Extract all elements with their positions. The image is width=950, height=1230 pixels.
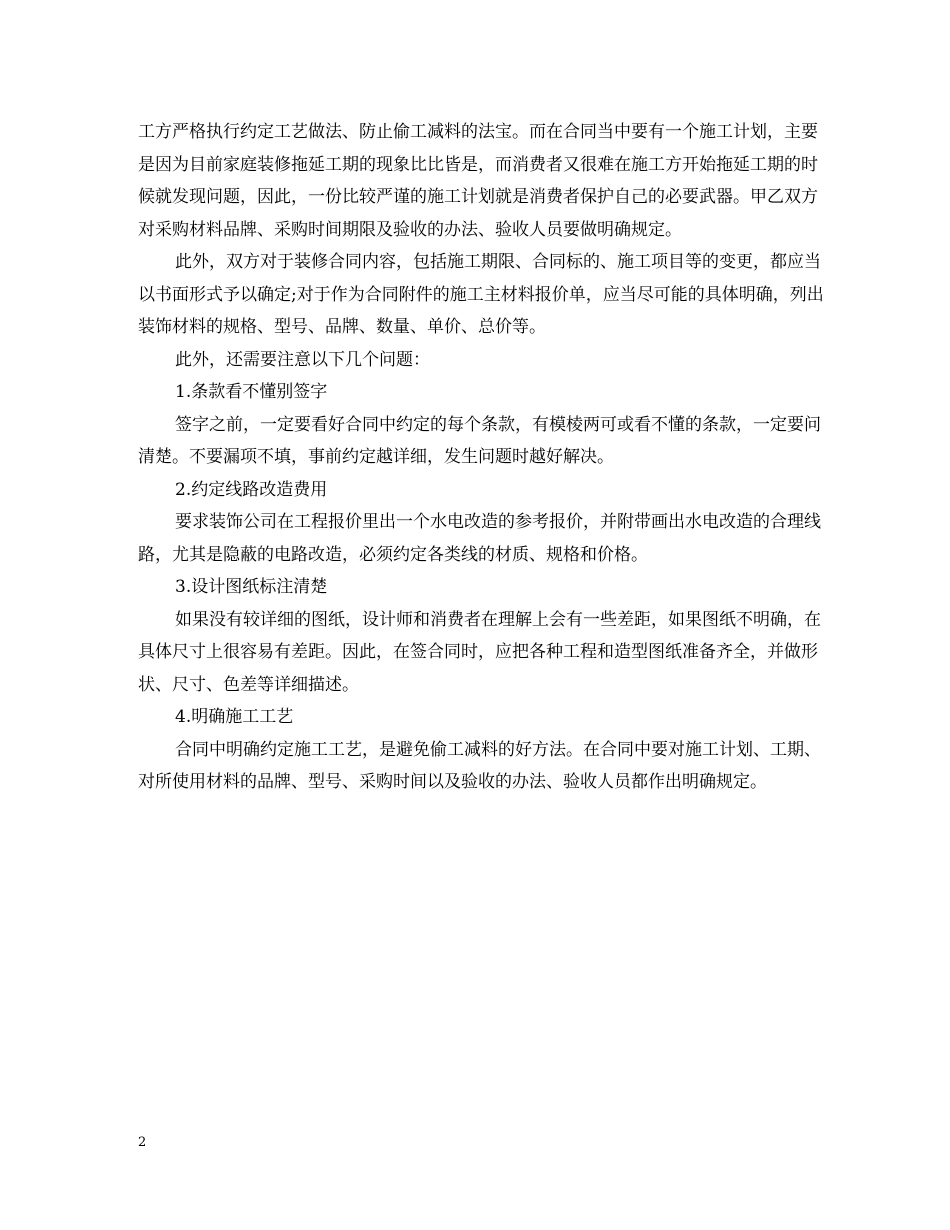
paragraph: 工方严格执行约定工艺做法、防止偷工减料的法宝。而在合同当中要有一个施工计划，主要是因为目前家庭装修拖延工期的现象比比皆是，而消费者又很难在施工方开始拖延工期的时候就发现问题，因此，一份比较严谨的施工计划就是消费者保护自己的必要武器。甲乙双方对采购材料品牌、采购时间期限及验收的办法、验收人员要做明确规定。 bbox=[138, 122, 818, 240]
paragraph: 要求装饰公司在工程报价里出一个水电改造的参考报价，并附带画出水电改造的合理线路，尤其是隐蔽的电路改造，必须约定各类线的材质、规格和价格。 bbox=[138, 512, 821, 565]
paragraph: 此外，还需要注意以下几个问题： bbox=[175, 349, 430, 370]
paragraph: 签字之前，一定要看好合同中约定的每个条款，有模棱两可或看不懂的条款，一定要问清楚。不要漏项不填，事前约定越详细，发生问题时越好解决。 bbox=[138, 414, 821, 467]
section-heading: 3.设计图纸标注清楚 bbox=[175, 577, 328, 597]
section-heading: 2.约定线路改造费用 bbox=[175, 479, 328, 500]
section-heading: 1.条款看不懂别签字 bbox=[175, 382, 328, 402]
paragraph: 如果没有较详细的图纸，设计师和消费者在理解上会有一些差距，如果图纸不明确，在具体尺寸上很容易有差距。因此，在签合同时，应把各种工程和造型图纸准备齐全，并做形状、尺寸、色差等详细描述。 bbox=[138, 609, 821, 695]
page-number: 2 bbox=[138, 1135, 147, 1150]
section-heading: 4.明确施工工艺 bbox=[175, 707, 294, 727]
paragraph: 此外，双方对于装修合同内容，包括施工期限、合同标的、施工项目等的变更，都应当以书面形式予以确定;对于作为合同附件的施工主材料报价单，应当尽可能的具体明确，列出装饰材料的规格、型号、品牌、数量、单价、总价等。 bbox=[138, 252, 824, 337]
paragraph: 合同中明确约定施工工艺，是避免偷工减料的好方法。在合同中要对施工计划、工期、对所使用材料的品牌、型号、采购时间以及验收的办法、验收人员都作出明确规定。 bbox=[138, 739, 821, 792]
body-text bbox=[138, 116, 828, 799]
